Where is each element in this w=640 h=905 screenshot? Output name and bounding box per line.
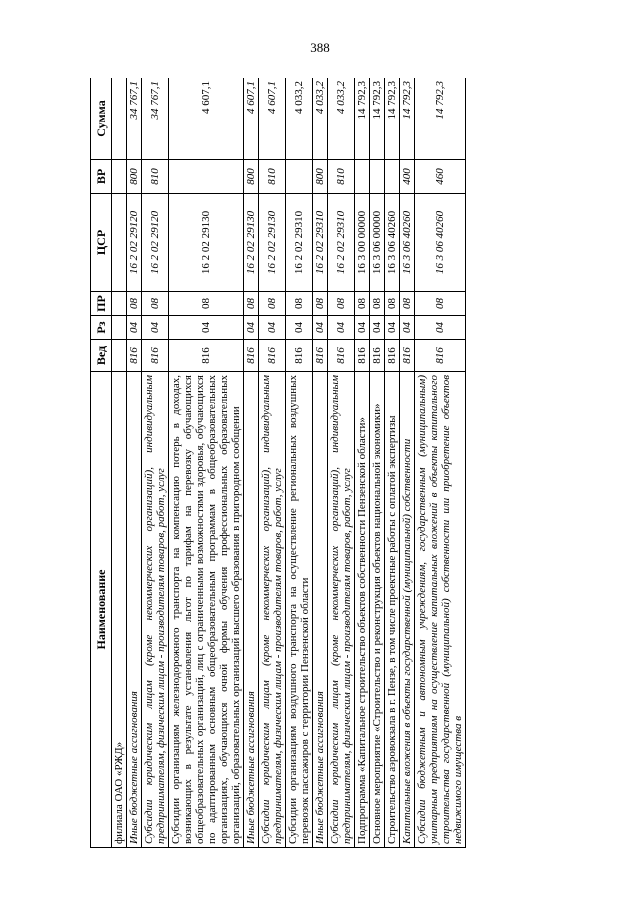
table-row (259, 78, 286, 848)
table-row (328, 78, 355, 848)
cell-sum: 4 033,2 (313, 78, 328, 160)
cell-rz: 04 (355, 316, 370, 340)
cell-vr: 800 (313, 160, 328, 194)
cell-rz: 04 (400, 316, 415, 340)
cell-pr: 08 (142, 292, 169, 316)
cell-pr: 08 (169, 292, 244, 316)
cell-csr: 16 2 02 29310 (328, 194, 355, 292)
cell-ved: 816 (415, 340, 466, 372)
cell-name: Основное мероприятие «Строительство и реконструкция объектов национальной экономики» (370, 372, 385, 848)
cell-vr: 800 (127, 160, 142, 194)
cell-pr: 08 (313, 292, 328, 316)
header-rz: Рз (91, 316, 112, 340)
cell-rz: 04 (244, 316, 259, 340)
cell-rz: 04 (328, 316, 355, 340)
cell-ved: 816 (370, 340, 385, 372)
table-row (385, 78, 400, 848)
cell-ved: 816 (244, 340, 259, 372)
cell-rz: 04 (415, 316, 466, 340)
cell-sum: 34 767,1 (127, 78, 142, 160)
cell-name: Строительство аэровокзала в г. Пензе, в том числе проектные работы с оплатой экспертизы (385, 372, 400, 848)
header-sum: Сумма (91, 78, 112, 160)
cell-name: Капитальные вложения в объекты государственной (муниципальной) собственности (400, 372, 415, 848)
cell-csr (112, 194, 127, 292)
cell-sum: 4 607,1 (244, 78, 259, 160)
cell-vr: 810 (142, 160, 169, 194)
cell-pr: 08 (370, 292, 385, 316)
cell-pr: 08 (400, 292, 415, 316)
cell-name: Субсидии юридическим лицам (кроме некоммерческих организаций), индивидуальным предпринимателям, физическим лицам - производителям товаров, работ, услуг (142, 372, 169, 848)
rotated-table (90, 78, 560, 848)
cell-sum: 4 607,1 (259, 78, 286, 160)
cell-sum (112, 78, 127, 160)
cell-rz: 04 (127, 316, 142, 340)
table-row (142, 78, 169, 848)
cell-ved: 816 (313, 340, 328, 372)
cell-sum: 14 792,3 (415, 78, 466, 160)
header-ved: Вед (91, 340, 112, 372)
cell-csr: 16 3 06 40260 (385, 194, 400, 292)
cell-sum: 14 792,3 (385, 78, 400, 160)
cell-sum: 14 792,3 (355, 78, 370, 160)
cell-vr (355, 160, 370, 194)
cell-rz: 04 (259, 316, 286, 340)
cell-name: Субсидии организациям железнодорожного транспорта на компенсацию потерь в доходах, возникающих в результате установления льгот по тарифам на перевозку обучающихся общеобразовательных организаций, лиц с ограниченными возможностями здоровья, обучающихся по адаптированным основным общеобразовательным программам в общеобразовательных организациях, обучающихся очной формы обучения профессиональных образовательных организаций, образовательных организаций высшего образования в пригородном сообщении (169, 372, 244, 848)
budget-table (90, 78, 466, 848)
table-row (169, 78, 244, 848)
cell-vr: 400 (400, 160, 415, 194)
cell-vr: 810 (259, 160, 286, 194)
cell-vr (385, 160, 400, 194)
cell-csr: 16 2 02 29310 (313, 194, 328, 292)
cell-csr: 16 3 06 40260 (415, 194, 466, 292)
cell-sum: 14 792,3 (370, 78, 385, 160)
cell-sum: 4 033,2 (328, 78, 355, 160)
table-row (286, 78, 313, 848)
cell-name: Субсидии юридическим лицам (кроме некоммерческих организаций), индивидуальным предпринимателям, физическим лицам - производителям товаров, работ, услуг (259, 372, 286, 848)
cell-csr: 16 2 02 29120 (142, 194, 169, 292)
cell-ved (112, 340, 127, 372)
header-pr: ПР (91, 292, 112, 316)
cell-csr: 16 2 02 29130 (169, 194, 244, 292)
cell-ved: 816 (328, 340, 355, 372)
header-vr: ВР (91, 160, 112, 194)
cell-name: Иные бюджетные ассигнования (127, 372, 142, 848)
cell-name: Подпрограмма «Капитальное строительство объектов собственности Пензенской области» (355, 372, 370, 848)
cell-ved: 816 (169, 340, 244, 372)
cell-pr: 08 (415, 292, 466, 316)
cell-rz: 04 (286, 316, 313, 340)
cell-name: Иные бюджетные ассигнования (244, 372, 259, 848)
cell-csr: 16 3 06 40260 (400, 194, 415, 292)
cell-name: филиала ОАО «РЖД» (112, 372, 127, 848)
table-row (355, 78, 370, 848)
cell-pr (112, 292, 127, 316)
cell-rz: 04 (169, 316, 244, 340)
page-number: 388 (310, 40, 330, 55)
cell-rz: 04 (385, 316, 400, 340)
cell-vr (169, 160, 244, 194)
cell-csr: 16 2 02 29130 (244, 194, 259, 292)
cell-vr (286, 160, 313, 194)
header-csr: ЦСР (91, 194, 112, 292)
table-row (127, 78, 142, 848)
cell-vr: 800 (244, 160, 259, 194)
cell-csr: 16 2 02 29310 (286, 194, 313, 292)
cell-name: Иные бюджетные ассигнования (313, 372, 328, 848)
cell-pr: 08 (127, 292, 142, 316)
cell-name: Субсидии организациям воздушного транспорта на осуществление региональных воздушных перевозок пассажиров с территории Пензенской области (286, 372, 313, 848)
table-row (400, 78, 415, 848)
cell-csr: 16 2 02 29120 (127, 194, 142, 292)
cell-rz (112, 316, 127, 340)
cell-pr: 08 (385, 292, 400, 316)
cell-csr: 16 3 06 00000 (370, 194, 385, 292)
table-row (415, 78, 466, 848)
table-header-row (91, 78, 112, 848)
cell-pr: 08 (259, 292, 286, 316)
cell-ved: 816 (142, 340, 169, 372)
cell-ved: 816 (286, 340, 313, 372)
cell-rz: 04 (370, 316, 385, 340)
cell-rz: 04 (313, 316, 328, 340)
cell-csr: 16 3 00 00000 (355, 194, 370, 292)
cell-vr: 810 (328, 160, 355, 194)
cell-pr: 08 (355, 292, 370, 316)
cell-name: Субсидии юридическим лицам (кроме некоммерческих организаций), индивидуальным предпринимателям, физическим лицам - производителям товаров, работ, услуг (328, 372, 355, 848)
table-row (370, 78, 385, 848)
header-name: Наименование (91, 372, 112, 848)
cell-name: Субсидии бюджетным и автономным учреждениям, государственным (муниципальным) унитарным предприятиям на осуществление капитальных вложений в объекты капитального строительства государственной (муниципальной) собственности или приобретение объектов недвижимого имущества в (415, 372, 466, 848)
cell-pr: 08 (244, 292, 259, 316)
table-row (313, 78, 328, 848)
table-row (244, 78, 259, 848)
cell-sum: 34 767,1 (142, 78, 169, 160)
cell-pr: 08 (328, 292, 355, 316)
cell-sum: 4 033,2 (286, 78, 313, 160)
cell-ved: 816 (259, 340, 286, 372)
cell-vr: 460 (415, 160, 466, 194)
cell-csr: 16 2 02 29130 (259, 194, 286, 292)
cell-ved: 816 (400, 340, 415, 372)
cell-ved: 816 (127, 340, 142, 372)
cell-rz: 04 (142, 316, 169, 340)
table-row (112, 78, 127, 848)
cell-vr (112, 160, 127, 194)
cell-ved: 816 (355, 340, 370, 372)
cell-sum: 14 792,3 (400, 78, 415, 160)
cell-vr (370, 160, 385, 194)
cell-sum: 4 607,1 (169, 78, 244, 160)
rotated-table-container (90, 78, 560, 848)
cell-ved: 816 (385, 340, 400, 372)
cell-pr: 08 (286, 292, 313, 316)
